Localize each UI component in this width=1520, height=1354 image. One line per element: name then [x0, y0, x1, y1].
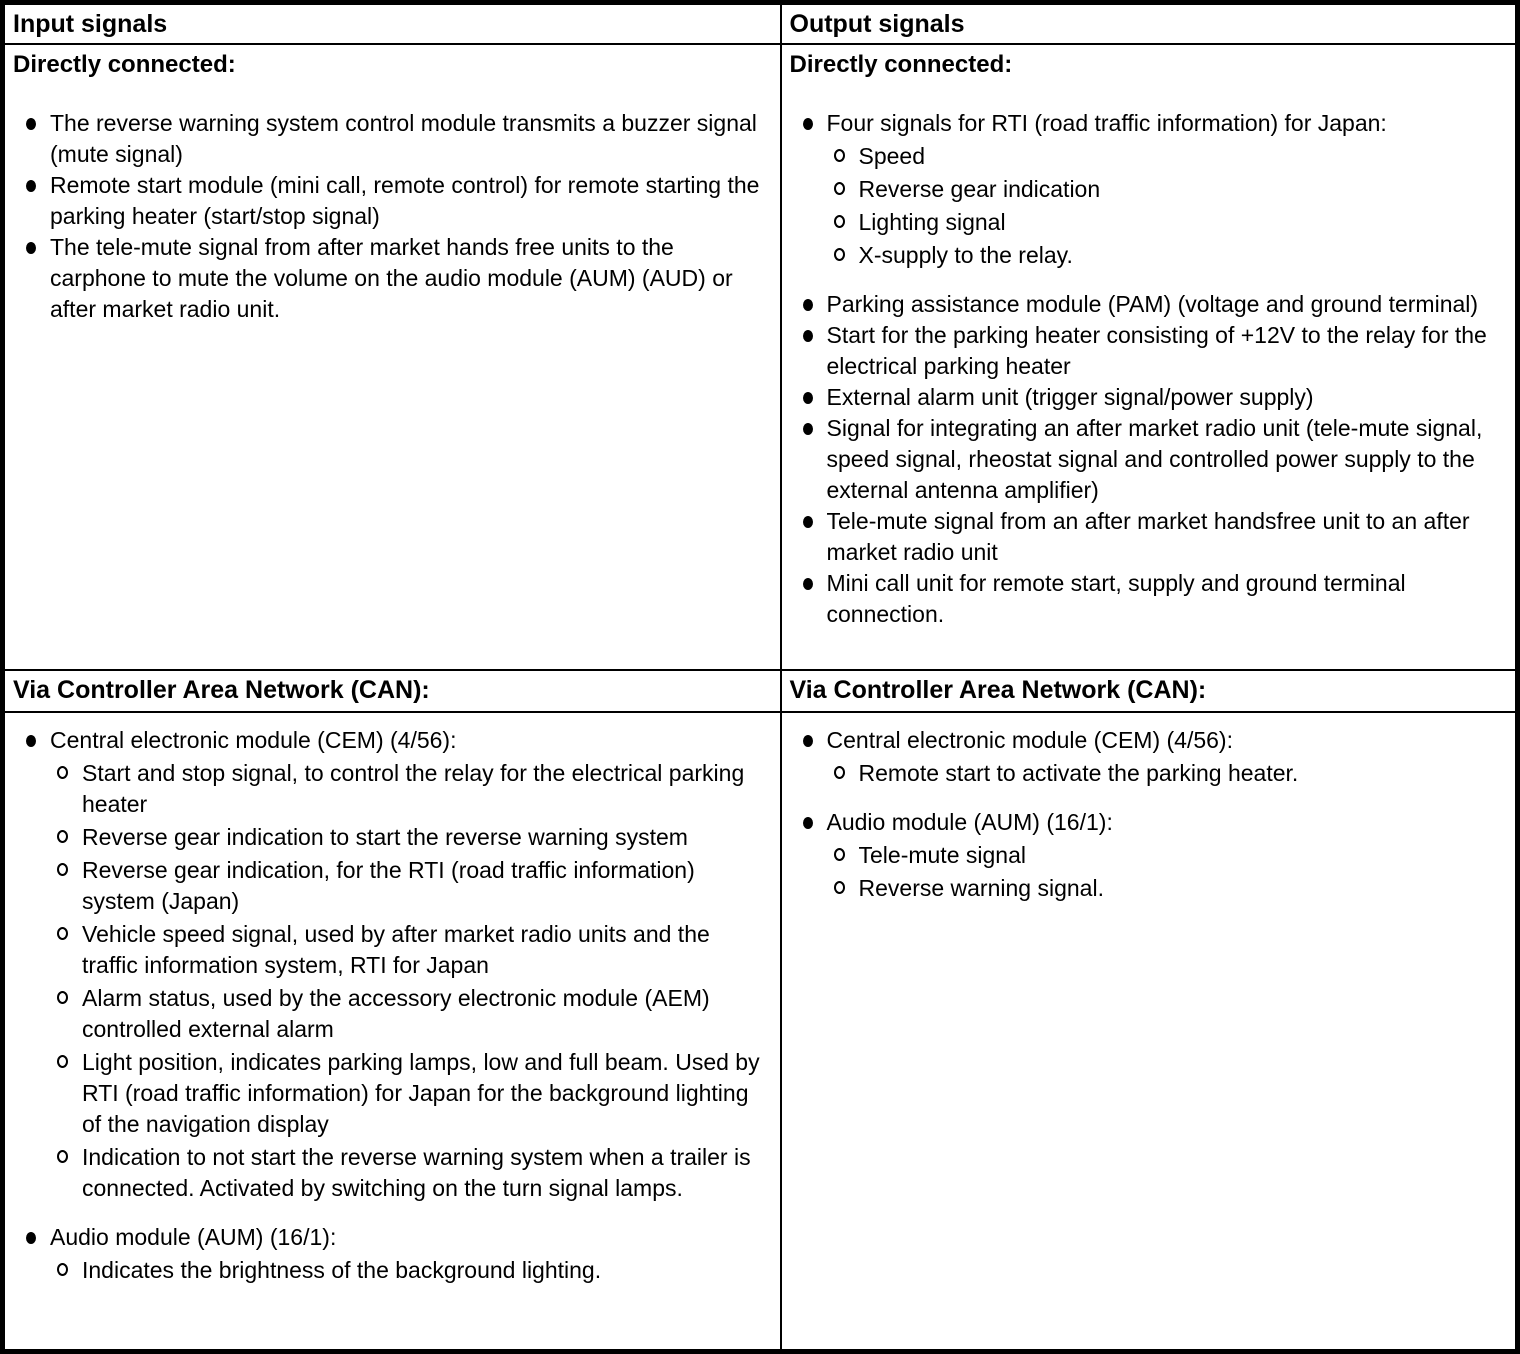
sub-list-item-text: Speed — [858, 143, 926, 169]
sub-list-item — [50, 758, 772, 820]
circle-bullet-icon — [57, 1150, 68, 1163]
sub-list-item — [50, 919, 772, 981]
sub-list-item — [827, 873, 1508, 904]
disc-bullet-icon — [26, 735, 36, 747]
sub-list-item — [50, 983, 772, 1045]
list-item-text: Remote start module (mini call, remote control) for remote starting the parking heater (start/stop signal) — [50, 172, 760, 229]
list-item — [13, 725, 772, 1204]
list-item — [790, 289, 1508, 320]
list-item-text: Start for the parking heater consisting of +12V to the relay for the electrical parking heater — [826, 322, 1487, 379]
sub-list-item-text: Vehicle speed signal, used by after market radio units and the traffic information system, RTI for Japan — [82, 921, 710, 978]
output-directly-connected-cell — [781, 44, 1518, 670]
list-item — [790, 108, 1508, 271]
disc-bullet-icon — [803, 516, 813, 528]
circle-bullet-icon — [57, 1263, 68, 1276]
sub-list-item — [50, 1047, 772, 1140]
list-item-text: Central electronic module (CEM) (4/56): — [826, 727, 1233, 753]
sub-list-item — [827, 240, 1508, 271]
sub-list-item — [827, 758, 1508, 789]
disc-bullet-icon — [803, 423, 813, 435]
input-via-can-cell — [3, 712, 781, 1352]
sub-list-item-text: Reverse gear indication, for the RTI (road traffic information) system (Japan) — [82, 857, 695, 914]
list-item — [13, 108, 772, 170]
circle-bullet-icon — [57, 830, 68, 843]
circle-bullet-icon — [834, 766, 845, 779]
output-via-can-cell — [781, 712, 1518, 1352]
directly-connected-row — [3, 44, 1518, 670]
disc-bullet-icon — [803, 299, 813, 311]
list-item-text: Four signals for RTI (road traffic information) for Japan: — [826, 110, 1387, 136]
list-item — [13, 170, 772, 232]
list-item-text: The reverse warning system control module transmits a buzzer signal (mute signal) — [50, 110, 757, 167]
sub-list-item — [50, 1142, 772, 1204]
list-item-text: Audio module (AUM) (16/1): — [826, 809, 1113, 835]
sub-list-item — [827, 207, 1508, 238]
sub-list-item — [50, 1255, 772, 1286]
section-title: Directly connected: — [789, 51, 1013, 78]
circle-bullet-icon — [834, 848, 845, 861]
sub-list-item-text: Tele-mute signal — [858, 842, 1026, 868]
input-directly-connected-cell — [3, 44, 781, 670]
input-via-can-header: Via Controller Area Network (CAN): — [3, 670, 781, 712]
sub-list-item — [827, 141, 1508, 172]
section-title: Directly connected: — [13, 51, 236, 78]
list-item-text: Tele-mute signal from an after market handsfree unit to an after market radio unit — [826, 508, 1470, 565]
circle-bullet-icon — [834, 215, 845, 228]
list-item — [790, 382, 1508, 413]
output-via-can-header: Via Controller Area Network (CAN): — [781, 670, 1518, 712]
list-item — [13, 232, 772, 325]
disc-bullet-icon — [26, 180, 36, 192]
sub-list-item-text: X-supply to the relay. — [858, 242, 1073, 268]
list-item — [790, 506, 1508, 568]
output-signals-header: Output signals — [781, 3, 1518, 45]
sub-list-item-text: Light position, indicates parking lamps, low and full beam. Used by RTI (road traffic information) for Japan for the background lighting of the navigation display — [82, 1049, 760, 1137]
circle-bullet-icon — [834, 881, 845, 894]
sub-list-item — [50, 855, 772, 917]
list-item — [790, 725, 1508, 789]
input-signals-header: Input signals — [3, 3, 781, 45]
sub-list-item-text: Indication to not start the reverse warning system when a trailer is connected. Activated by switching on the turn signal lamps. — [82, 1144, 751, 1201]
disc-bullet-icon — [803, 735, 813, 747]
sub-list-item-text: Alarm status, used by the accessory electronic module (AEM) controlled external alarm — [82, 985, 710, 1042]
disc-bullet-icon — [26, 118, 36, 130]
disc-bullet-icon — [26, 242, 36, 254]
disc-bullet-icon — [803, 392, 813, 404]
disc-bullet-icon — [803, 578, 813, 590]
disc-bullet-icon — [803, 817, 813, 829]
list-item-text: Mini call unit for remote start, supply and ground terminal connection. — [826, 570, 1406, 627]
circle-bullet-icon — [834, 149, 845, 162]
list-item-text: Signal for integrating an after market radio unit (tele-mute signal, speed signal, rheostat signal and controlled power supply to the external antenna amplifier) — [826, 415, 1483, 503]
circle-bullet-icon — [57, 863, 68, 876]
circle-bullet-icon — [834, 182, 845, 195]
circle-bullet-icon — [834, 248, 845, 261]
sub-list-item-text: Remote start to activate the parking heater. — [858, 760, 1299, 786]
list-item-text: Audio module (AUM) (16/1): — [50, 1224, 337, 1250]
disc-bullet-icon — [26, 1232, 36, 1244]
list-item — [790, 413, 1508, 506]
list-item — [790, 807, 1508, 904]
sub-list-item — [50, 822, 772, 853]
list-item — [790, 568, 1508, 630]
list-item-text: External alarm unit (trigger signal/power supply) — [826, 384, 1314, 410]
via-can-header-row — [3, 670, 1518, 712]
sub-list-item — [827, 840, 1508, 871]
list-item-text: Parking assistance module (PAM) (voltage and ground terminal) — [826, 291, 1479, 317]
circle-bullet-icon — [57, 991, 68, 1004]
sub-list-item-text: Reverse gear indication — [858, 176, 1101, 202]
circle-bullet-icon — [57, 1055, 68, 1068]
sub-list-item — [827, 174, 1508, 205]
sub-list-item-text: Reverse gear indication to start the reverse warning system — [82, 824, 688, 850]
circle-bullet-icon — [57, 766, 68, 779]
sub-list-item-text: Lighting signal — [858, 209, 1006, 235]
sub-list-item-text: Reverse warning signal. — [858, 875, 1104, 901]
list-item — [13, 1222, 772, 1286]
list-item — [790, 320, 1508, 382]
list-item-text: The tele-mute signal from after market hands free units to the carphone to mute the volume on the audio module (AUM) (AUD) or after market radio unit. — [50, 234, 733, 322]
sub-list-item-text: Start and stop signal, to control the relay for the electrical parking heater — [82, 760, 745, 817]
header-row — [3, 3, 1518, 45]
circle-bullet-icon — [57, 927, 68, 940]
disc-bullet-icon — [803, 330, 813, 342]
sub-list-item-text: Indicates the brightness of the background lighting. — [82, 1257, 602, 1283]
disc-bullet-icon — [803, 118, 813, 130]
via-can-content-row — [3, 712, 1518, 1352]
list-item-text: Central electronic module (CEM) (4/56): — [50, 727, 457, 753]
